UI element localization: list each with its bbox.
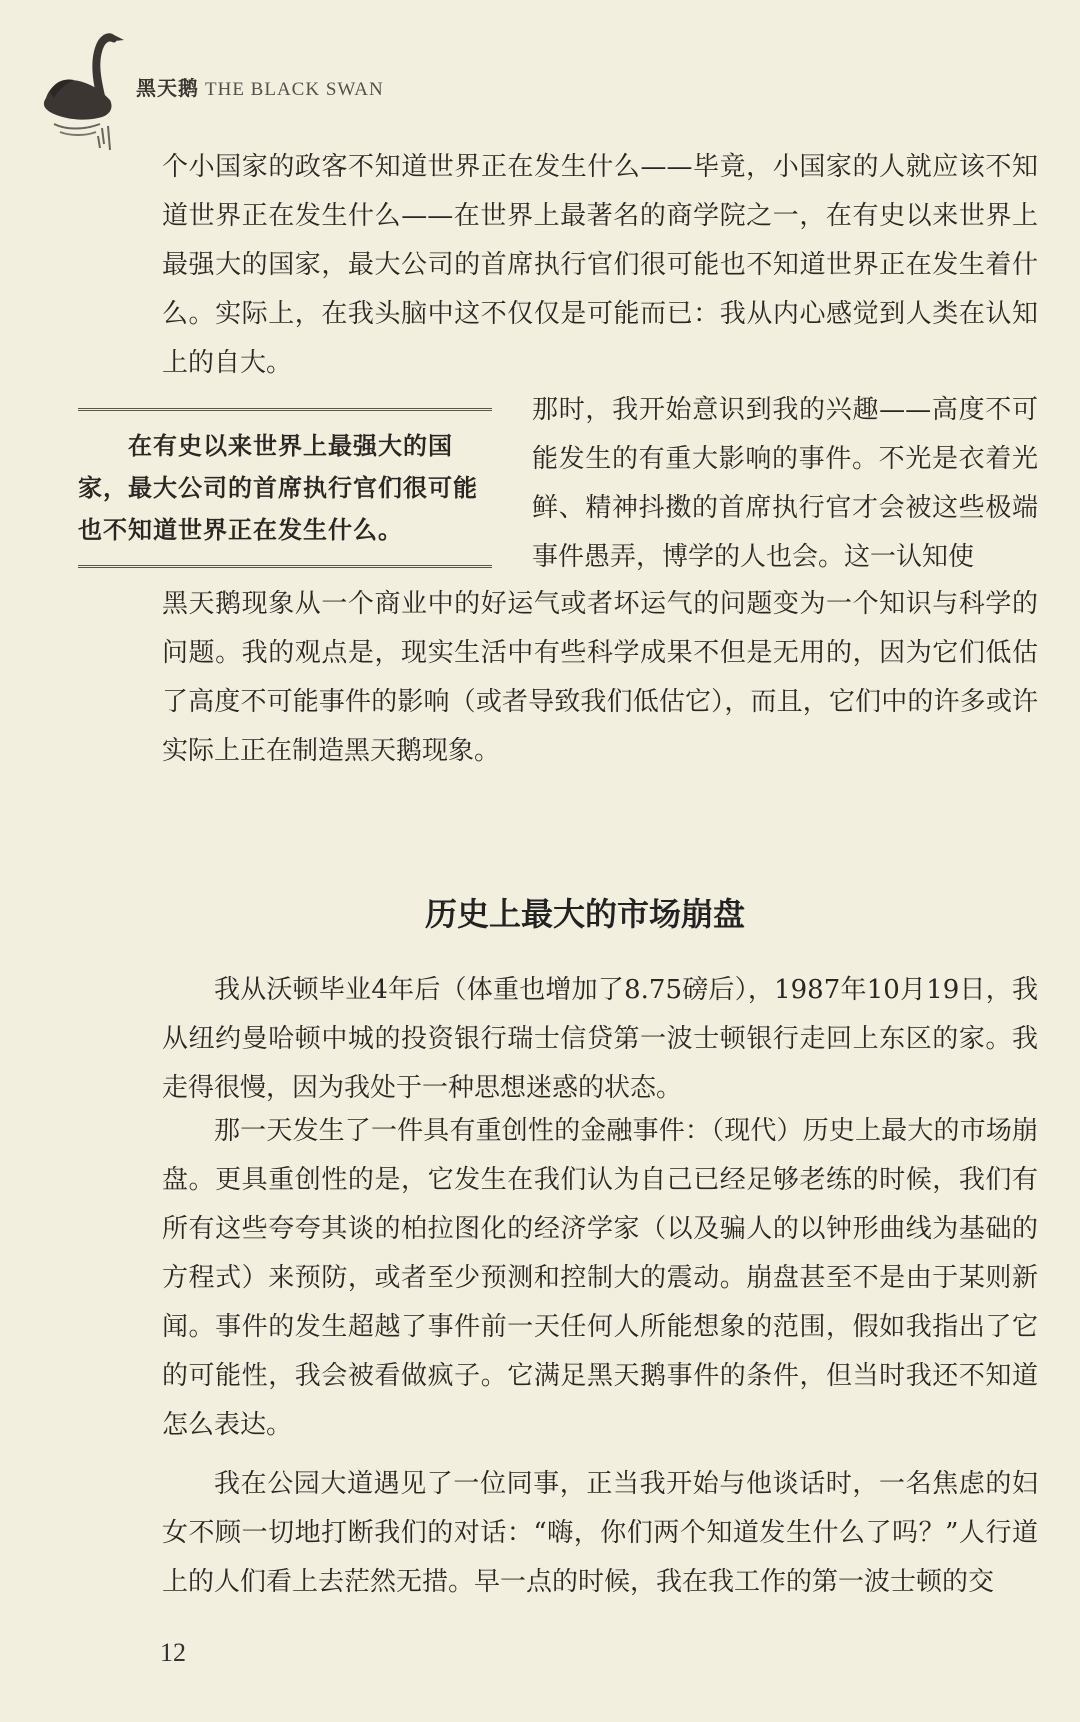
book-title-cn: 黑天鹅 xyxy=(136,76,199,100)
section-heading: 历史上最大的市场崩盘 xyxy=(424,894,745,933)
paragraph-4: 那一天发生了一件具有重创性的金融事件：（现代）历史上最大的市场崩盘。更具重创性的是，它发生在我们认为自己已经足够老练的时候，我们有所有这些夸夸其谈的柏拉图化的经济学家（以及骗人的以钟形曲线为基础的方程式）来预防，或者至少预测和控制大的震动。崩盘甚至不是由于某则新闻。事件的发生超越了事件前一天任何人所能想象的范围，假如我指出了它的可能性，我会被看做疯子。它满足黑天鹅事件的条件，但当时我还不知道怎么表达。 xyxy=(162,1116,1038,1440)
paragraph-2-start: 那时，我开始意识到我的兴趣——高度不可能发生的有重大影响的事件。不光是衣着光鲜、精神抖擞的首席执行官才会被这些极端事件愚弄，博学的人也会。这一认知使 xyxy=(532,395,1038,572)
paragraph-1: 个小国家的政客不知道世界正在发生什么——毕竟，小国家的人就应该不知道世界正在发生什么——在世界上最著名的商学院之一，在有史以来世界上最强大的国家，最大公司的首席执行官们很可能也不知道世界正在发生着什么。实际上，在我头脑中这不仅仅是可能而已：我从内心感觉到人类在认知上的自大。 xyxy=(162,152,1038,378)
book-title-en: THE BLACK SWAN xyxy=(205,79,384,100)
pull-quote xyxy=(78,408,492,568)
black-swan-logo-icon xyxy=(40,20,140,170)
paragraph-5: 我在公园大道遇见了一位同事，正当我开始与他谈话时，一名焦虑的妇女不顾一切地打断我们的对话：“嗨，你们两个知道发生什么了吗？”人行道上的人们看上去茫然无措。早一点的时候，我在我工作的第一波士顿的交 xyxy=(162,1469,1038,1597)
paragraph-3: 我从沃顿毕业4年后（体重也增加了8.75磅后），1987年10月19日，我从纽约曼哈顿中城的投资银行瑞士信贷第一波士顿银行走回上东区的家。我走得很慢，因为我处于一种思想迷惑的状态。 xyxy=(162,975,1038,1103)
paragraph-2-continued: 黑天鹅现象从一个商业中的好运气或者坏运气的问题变为一个知识与科学的问题。我的观点是，现实生活中有些科学成果不但是无用的，因为它们低估了高度不可能事件的影响（或者导致我们低估它），而且，它们中的许多或许实际上正在制造黑天鹅现象。 xyxy=(162,589,1038,766)
page-number: 12 xyxy=(160,1638,186,1667)
pull-quote-text: 在有史以来世界上最强大的国家，最大公司的首席执行官们很可能也不知道世界正在发生什么。 xyxy=(78,432,478,544)
running-head-title xyxy=(136,72,384,101)
